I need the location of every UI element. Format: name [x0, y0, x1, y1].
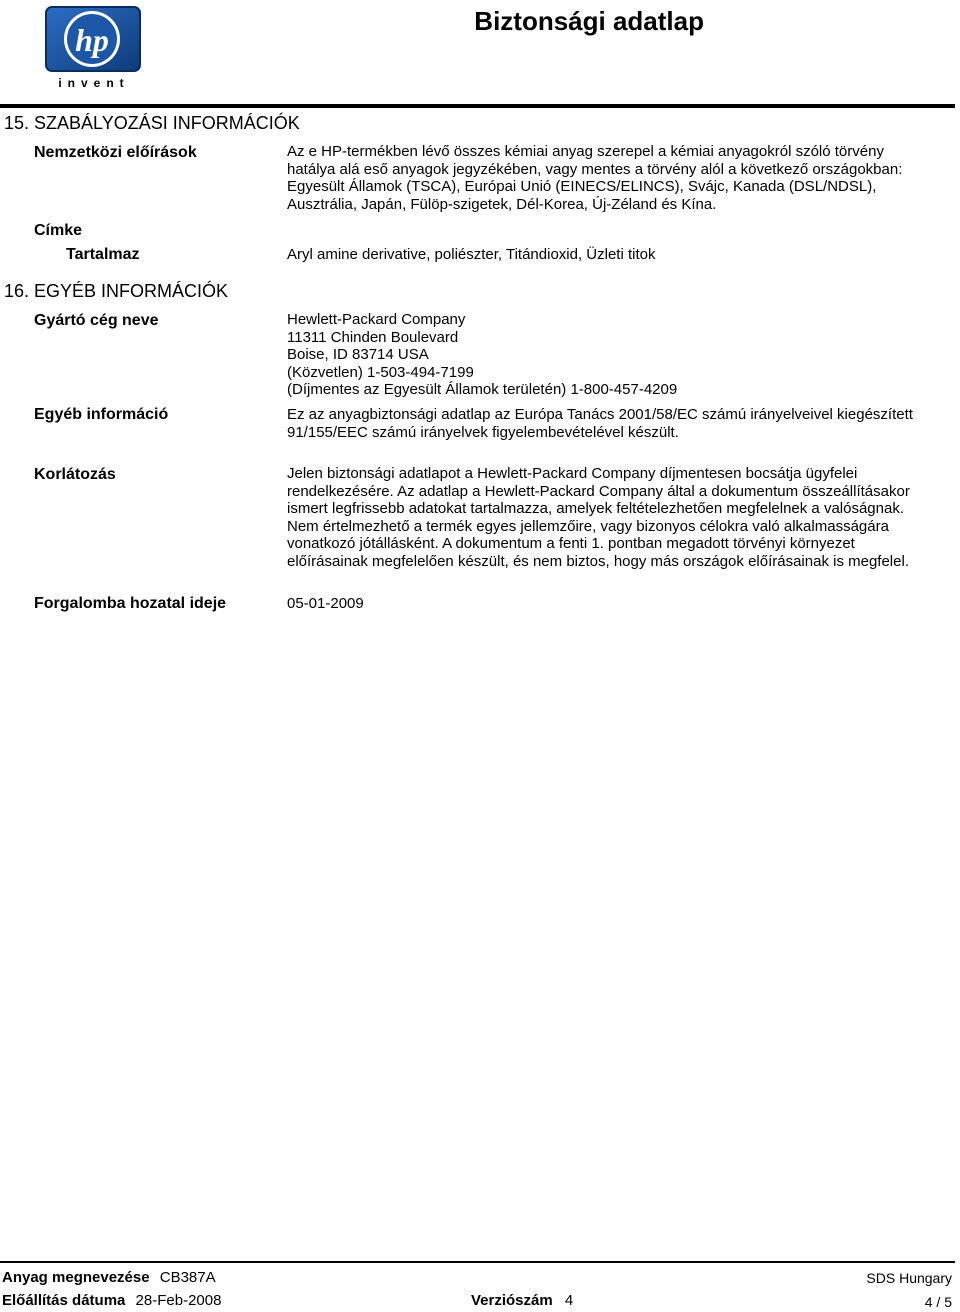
svg-text:hp: hp	[75, 22, 109, 58]
footer-version	[471, 1292, 573, 1309]
manufacturer-name: Hewlett-Packard Company	[287, 311, 466, 328]
hp-logo-icon	[44, 6, 144, 90]
manufacturer-phone-direct: (Közvetlen) 1-503-494-7199	[287, 363, 474, 381]
manufacturer-street: 11311 Chinden Boulevard	[287, 328, 459, 346]
page-number: 4 / 5	[924, 1294, 952, 1310]
manufacturer-address	[287, 311, 932, 399]
contains-label: Tartalmaz	[66, 246, 140, 263]
manufacturer-phone-tollfree: (Díjmentes az Egyesült Államok területén) 1-800-457-4209	[287, 381, 678, 399]
footer-production-date	[2, 1292, 221, 1309]
header-divider	[0, 104, 955, 108]
limitation-text: Jelen biztonsági adatlapot a Hewlett-Packard Company díjmentesen bocsátja ügyfelei rendelkezésére. Az adatlap a Hewlett-Packard Company által a dokumentum összeállításakor ismert legfrissebb adatokat tartalmazza, amelyek feltételezhetően megfelelnek a valóságnak. Nem értelmezhető a termék egyes jellemzőire, vagy bizonyos célokra való alkalmasságára vonatkozó jótállásként. A dokumentum a fenti 1. pontban megadott törvényi környezet előírásainak megfelelően készült, és nem biztos, hogy más országok előírásainak is megfelel.	[287, 465, 910, 570]
document-title: Biztonsági adatlap	[474, 6, 704, 36]
sds-region: SDS Hungary	[866, 1270, 952, 1286]
label-heading: Címke	[34, 222, 83, 239]
manufacturer-city: Boise, ID 83714 USA	[287, 346, 429, 364]
international-regulations-label: Nemzetközi előírások	[34, 144, 197, 161]
version-value: 4	[564, 1292, 574, 1309]
international-regulations-text: Az e HP-termékben lévő összes kémiai anyag szerepel a kémiai anyagokról szóló törvény hatálya alá eső anyagok jegyzékében, vagy mentes a törvény alól a következő országokban: Egyesült Államok (TSCA), Európai Unió (EINECS/ELINCS), Svájc, Kanada (DSL/NDSL), Ausztrália, Japán, Fülöp-szigetek, Dél-Korea, Új-Zéland és Kína.	[287, 143, 903, 213]
production-date-label: Előállítás dátuma	[2, 1292, 126, 1309]
limitation-label: Korlátozás	[34, 466, 116, 483]
production-date-value: 28-Feb-2008	[135, 1292, 222, 1309]
other-info-text: Ez az anyagbiztonsági adatlap az Európa Tanács 2001/58/EC számú irányelveivel kiegészített 91/155/EEC számú irányelvek figyelembevételével készült.	[287, 406, 913, 441]
hp-logo	[44, 6, 144, 90]
logo-tagline: invent	[58, 76, 130, 90]
product-name-value: CB387A	[159, 1269, 216, 1286]
product-name-label: Anyag megnevezése	[2, 1269, 150, 1286]
version-label: Verziószám	[471, 1292, 553, 1309]
footer-product	[2, 1269, 216, 1286]
manufacturer-label: Gyártó cég neve	[34, 312, 159, 329]
release-date-value: 05-01-2009	[287, 595, 364, 612]
footer-divider	[0, 1261, 955, 1263]
section-15-title: 15. SZABÁLYOZÁSI INFORMÁCIÓK	[4, 113, 300, 133]
contains-text: Aryl amine derivative, poliészter, Titándioxid, Üzleti titok	[287, 246, 656, 263]
other-info-label: Egyéb információ	[34, 406, 169, 423]
section-16-title: 16. EGYÉB INFORMÁCIÓK	[4, 281, 229, 301]
release-date-label: Forgalomba hozatal ideje	[34, 595, 227, 612]
